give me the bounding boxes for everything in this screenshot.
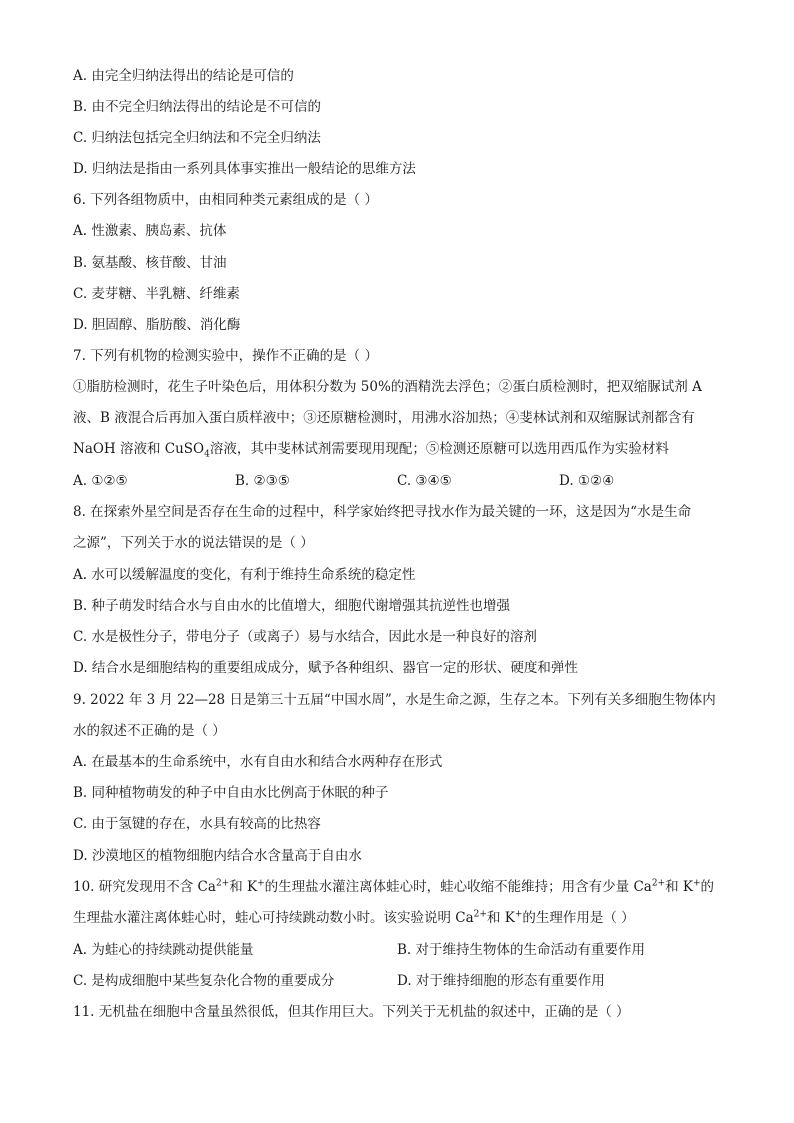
- q10-option-b: B. 对于维持生物体的生命活动有重要作用: [397, 942, 646, 958]
- q10-s1c: 的生理盐水灌注离体蛙心时，蛙心收缩不能维持；用含有少量 Ca: [264, 879, 652, 895]
- q7-body-line-3-part-a: NaOH 溶液和 CuSO: [73, 441, 205, 457]
- q10-sup-k-3: +: [514, 909, 523, 920]
- q9-stem-line-1: 9. 2022 年 3 月 22—28 日是第三十五届“中国水周”，水是生命之源，生存之本。下列有关多细胞生物体内: [73, 692, 716, 708]
- q6-option-b: B. 氨基酸、核苷酸、甘油: [73, 255, 227, 271]
- q9-option-c: C. 由于氢键的存在，水具有较高的比热容: [73, 816, 321, 832]
- q10-sup-k-2: +: [693, 878, 701, 889]
- q7-body-line-3-part-b: 溶液，其中斐林试剂需要现用现配；⑤检测还原糖可以选用西瓜作为实验材料: [209, 441, 669, 457]
- q11-stem: 11. 无机盐在细胞中含量虽然很低，但其作用巨大。下列关于无机盐的叙述中，正确的是（ ）: [73, 1004, 630, 1020]
- q10-stem-line-2: [73, 908, 723, 928]
- q8-stem-line-1: 8. 在探索外星空间是否存在生命的过程中，科学家始终把寻找水作为最关键的一环，这是因为“水是生命: [73, 504, 692, 520]
- q10-s1d: 和 K: [665, 879, 693, 895]
- q9-option-b: B. 同种植物萌发的种子中自由水比例高于休眠的种子: [73, 785, 389, 801]
- q7-body-line-1: ①脂肪检测时，花生子叶染色后，用体积分数为 50%的酒精洗去浮色；②蛋白质检测时，把双缩脲试剂 A: [73, 379, 702, 395]
- q8-option-d: D. 结合水是细胞结构的重要组成成分，赋予各种组织、器官一定的形状、硬度和弹性: [73, 660, 578, 676]
- q8-stem-line-2: 之源”，下列关于水的说法错误的是（ ）: [73, 535, 314, 551]
- q10-sup-k-1: +: [257, 878, 265, 889]
- q5-option-c: C. 归纳法包括完全归纳法和不完全归纳法: [73, 130, 321, 146]
- q10-s1b: 和 K: [229, 879, 258, 895]
- q7-stem: 7. 下列有机物的检测实验中，操作不正确的是（ ）: [73, 348, 378, 364]
- q9-option-d: D. 沙漠地区的植物细胞内结合水含量高于自由水: [73, 848, 362, 864]
- q10-s2a: 生理盐水灌注离体蛙心时，蛙心可持续跳动数小时。该实验说明 Ca: [73, 910, 474, 926]
- q10-sup-ca-1: 2+: [215, 878, 230, 889]
- q10-s1a: 10. 研究发现用不含 Ca: [73, 879, 216, 895]
- q7-body-line-3: [73, 439, 723, 459]
- q10-s2b: 和 K: [486, 910, 515, 926]
- q10-sup-ca-2: 2+: [651, 878, 666, 889]
- q7-body-line-2: 液、B 液混合后再加入蛋白质样液中；③还原糖检测时，用沸水浴加热；④斐林试剂和双缩脲试剂都含有: [73, 410, 695, 426]
- q7-option-c: C. ③④⑤: [397, 473, 452, 489]
- q10-stem-line-1: [73, 877, 723, 897]
- q7-option-b: B. ②③⑤: [235, 473, 290, 489]
- q10-option-a: A. 为蛙心的持续跳动提供能量: [73, 942, 254, 958]
- q6-option-c: C. 麦芽糖、半乳糖、纤维素: [73, 286, 240, 302]
- q10-option-d: D. 对于维持细胞的形态有重要作用: [397, 973, 605, 989]
- q6-option-d: D. 胆固醇、脂肪酸、消化酶: [73, 317, 241, 333]
- q7-option-d: D. ①②④: [559, 473, 615, 489]
- q8-option-c: C. 水是极性分子，带电分子（或离子）易与水结合，因此水是一种良好的溶剂: [73, 629, 537, 645]
- q5-option-b: B. 由不完全归纳法得出的结论是不可信的: [73, 99, 322, 115]
- q6-option-a: A. 性激素、胰岛素、抗体: [73, 223, 227, 239]
- q5-option-a: A. 由完全归纳法得出的结论是可信的: [73, 68, 294, 84]
- q10-sup-ca-3: 2+: [473, 909, 487, 920]
- q10-s2c: 的生理作用是（ ）: [522, 910, 635, 926]
- q9-option-a: A. 在最基本的生命系统中，水有自由水和结合水两种存在形式: [73, 754, 443, 770]
- q10-option-c: C. 是构成细胞中某些复杂化合物的重要成分: [73, 973, 335, 989]
- q5-option-d: D. 归纳法是指由一系列具体事实推出一般结论的思维方法: [73, 161, 416, 177]
- q8-option-a: A. 水可以缓解温度的变化，有利于维持生命系统的稳定性: [73, 567, 416, 583]
- q6-stem: 6. 下列各组物质中，由相同种类元素组成的是（ ）: [73, 192, 378, 208]
- q7-option-a: A. ①②⑤: [73, 473, 128, 489]
- q10-s1e: 的: [700, 879, 715, 895]
- q8-option-b: B. 种子萌发时结合水与自由水的比值增大，细胞代谢增强其抗逆性也增强: [73, 598, 511, 614]
- q9-stem-line-2: 水的叙述不正确的是（ ）: [73, 723, 226, 739]
- q7-subscript: 4: [204, 449, 210, 460]
